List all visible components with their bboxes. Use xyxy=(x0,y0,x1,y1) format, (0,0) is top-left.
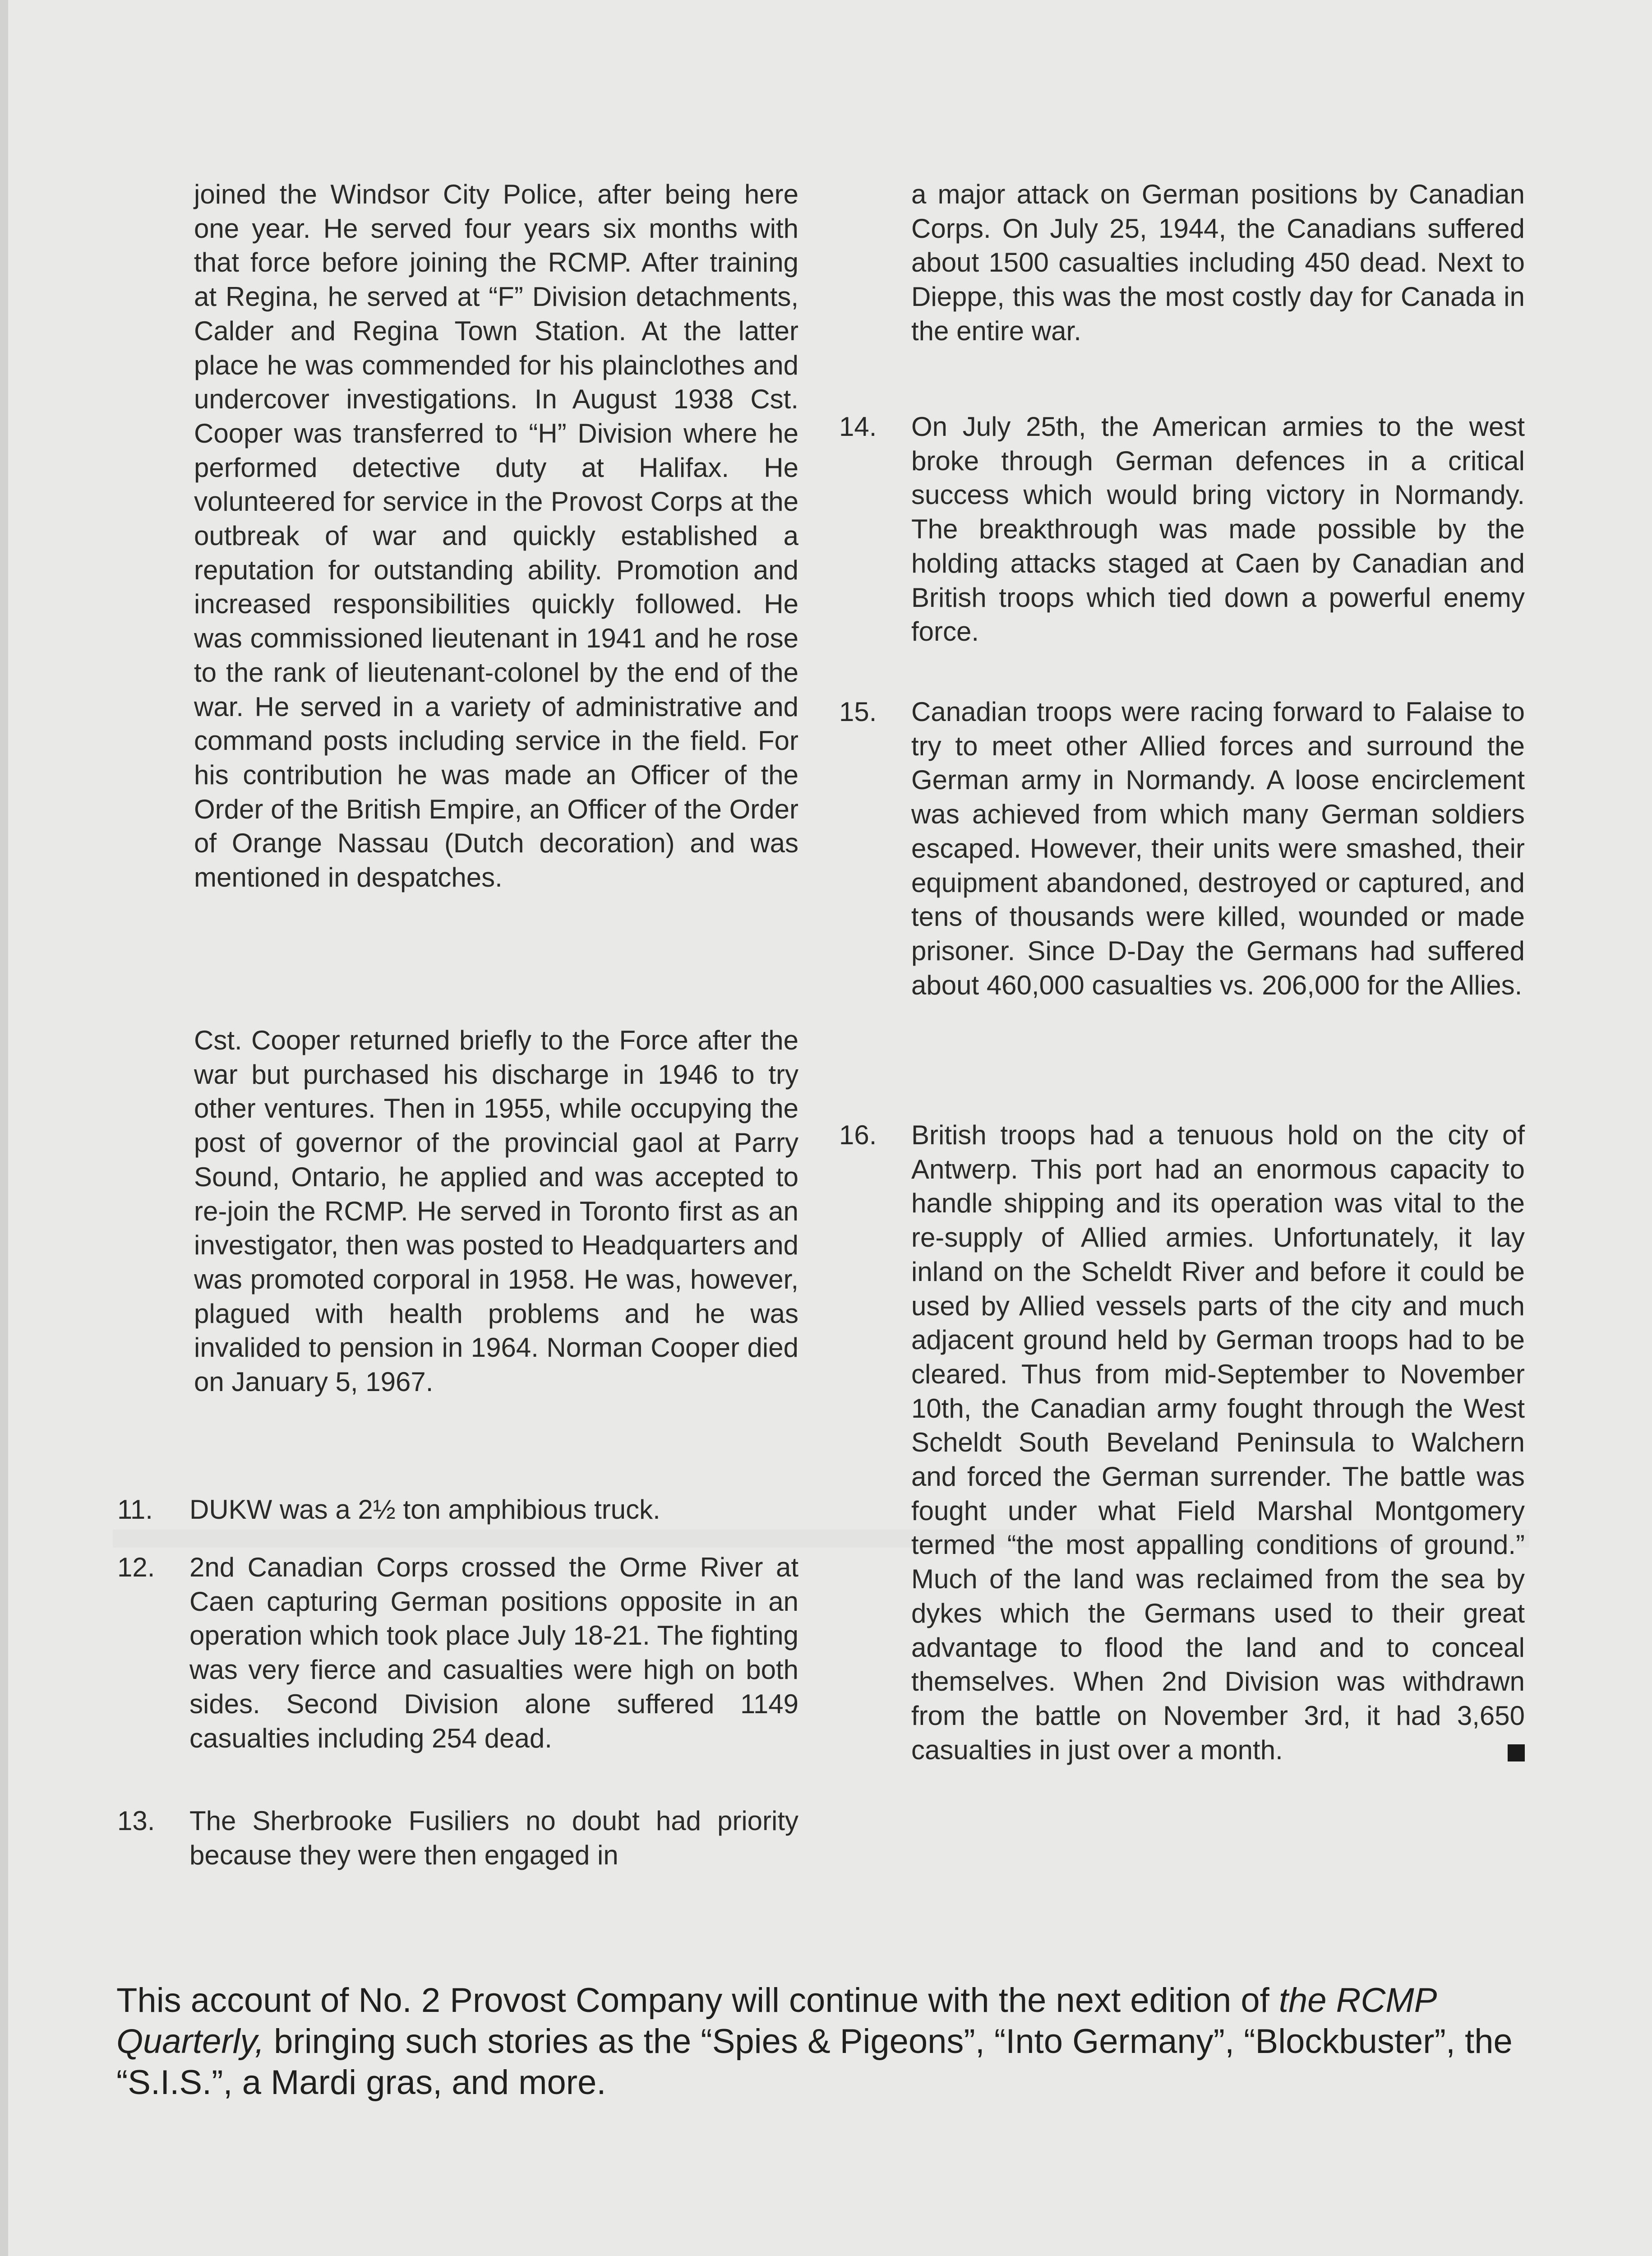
right-continuation: a major attack on German positions by Canadian Corps. On July 25, 1944, the Canadians suffered about 1500 casualties including 450 dead. Next to Dieppe, this was the most costly day for Canada in the entire war. xyxy=(911,179,1525,346)
note-number: 11. xyxy=(117,1494,153,1525)
note-number: 15. xyxy=(839,697,877,727)
note-16 xyxy=(839,1118,1525,1767)
note-number: 16. xyxy=(839,1120,877,1150)
left-paragraph-2: Cst. Cooper returned briefly to the Force after the war but purchased his discharge in 1946 to try other ventures. Then in 1955, while occupying the post of governor of the provincial gaol at Parry Sound, Ontario, he applied and was accepted to re-join the RCMP. He served in Toronto first as an investigator, then was posted to Headquarters and was promoted corporal in 1958. He was, however, plagued with health problems and he was invalided to pension in 1964. Norman Cooper died on January 5, 1967. xyxy=(194,1025,798,1397)
left-paragraph-1: joined the Windsor City Police, after being here one year. He served four years six months with that force before joining the RCMP. After training at Regina, he served at “F” Division detachments, Calder and Regina Town Station. At the latter place he was commended for his plainclothes and undercover investigations. In August 1938 Cst. Cooper was transferred to “H” Division where he performed detective duty at Halifax. He volunteered for service in the Provost Corps at the outbreak of war and quickly established a reputation for outstanding ability. Promotion and increased responsibilities quickly followed. He was commissioned lieutenant in 1941 and he rose to the rank of lieutenant-colonel by the end of the war. He served in a variety of administrative and command posts including service in the field. For his contribution he was made an Officer of the Order of the British Empire, an Officer of the Order of Orange Nassau (Dutch decoration) and was mentioned in despatches. xyxy=(194,179,798,893)
note-11 xyxy=(117,1493,798,1527)
note-text: DUKW was a 2½ ton amphibious truck. xyxy=(189,1494,660,1525)
note-text: The Sherbrooke Fusiliers no doubt had priority because they were then engaged in xyxy=(189,1806,798,1870)
scan-edge xyxy=(0,0,8,2256)
note-text: Canadian troops were racing forward to Falaise to try to meet other Allied forces and surround the German army in Normandy. A loose encirclement was achieved from which many German soldiers escaped. However, their units were smashed, their equipment abandoned, destroyed or captured, and tens of thousands were killed, wounded or made prisoner. Since D-Day the Germans had suffered about 460,000 casualties vs. 206,000 for the Allies. xyxy=(911,697,1525,1000)
note-number: 14. xyxy=(839,411,877,442)
continuation-text-start: This account of No. 2 Provost Company will continue with the next edition of xyxy=(116,1981,1279,2020)
end-of-article-square-icon xyxy=(1508,1744,1525,1761)
publication-title: the RCMP Quarterly, xyxy=(116,1981,1436,2061)
note-text: 2nd Canadian Corps crossed the Orme River at Caen capturing German positions opposite in an operation which took place July 18-21. The fighting was very fierce and casualties were high on both sides. Second Division alone suffered 1149 casualties including 254 dead. xyxy=(189,1552,798,1753)
note-15 xyxy=(839,695,1525,1002)
note-text: On July 25th, the American armies to the west broke through German defences in a critical success which would bring victory in Normandy. The breakthrough was made possible by the holding attacks staged at Caen by Canadian and British troops which tied down a powerful enemy force. xyxy=(911,411,1525,647)
note-text: British troops had a tenuous hold on the city of Antwerp. This port had an enormous capacity to handle shipping and its operation was vital to the re-supply of Allied armies. Unfortunately, it lay inland on the Scheldt River and before it could be used by Allied vessels parts of the city and much adjacent ground held by German troops had to be cleared. Thus from mid-September to November 10th, the Canadian army fought through the West Scheldt South Beveland Peninsula to Walchern and forced the German surrender. The battle was fought under what Field Marshal Montgomery termed “the most appalling conditions of ground.” Much of the land was reclaimed from the sea by dykes which the Germans used to their great advantage to flood the land and to conceal themselves. When 2nd Division was withdrawn from the battle on November 3rd, it had 3,650 casualties in just over a month. xyxy=(911,1120,1525,1765)
note-12 xyxy=(117,1550,798,1755)
note-number: 13. xyxy=(117,1806,155,1836)
note-13 xyxy=(117,1804,798,1872)
note-number: 12. xyxy=(117,1552,155,1582)
continuation-text-end: bringing such stories as the “Spies & Pigeons”, “Into Germany”, “Blockbuster”, the “S.I.S.”, a Mardi gras, and more. xyxy=(116,2022,1513,2102)
continuation-notice xyxy=(116,1980,1528,2103)
note-text-wrapper xyxy=(911,1118,1525,1767)
note-14 xyxy=(839,410,1525,649)
